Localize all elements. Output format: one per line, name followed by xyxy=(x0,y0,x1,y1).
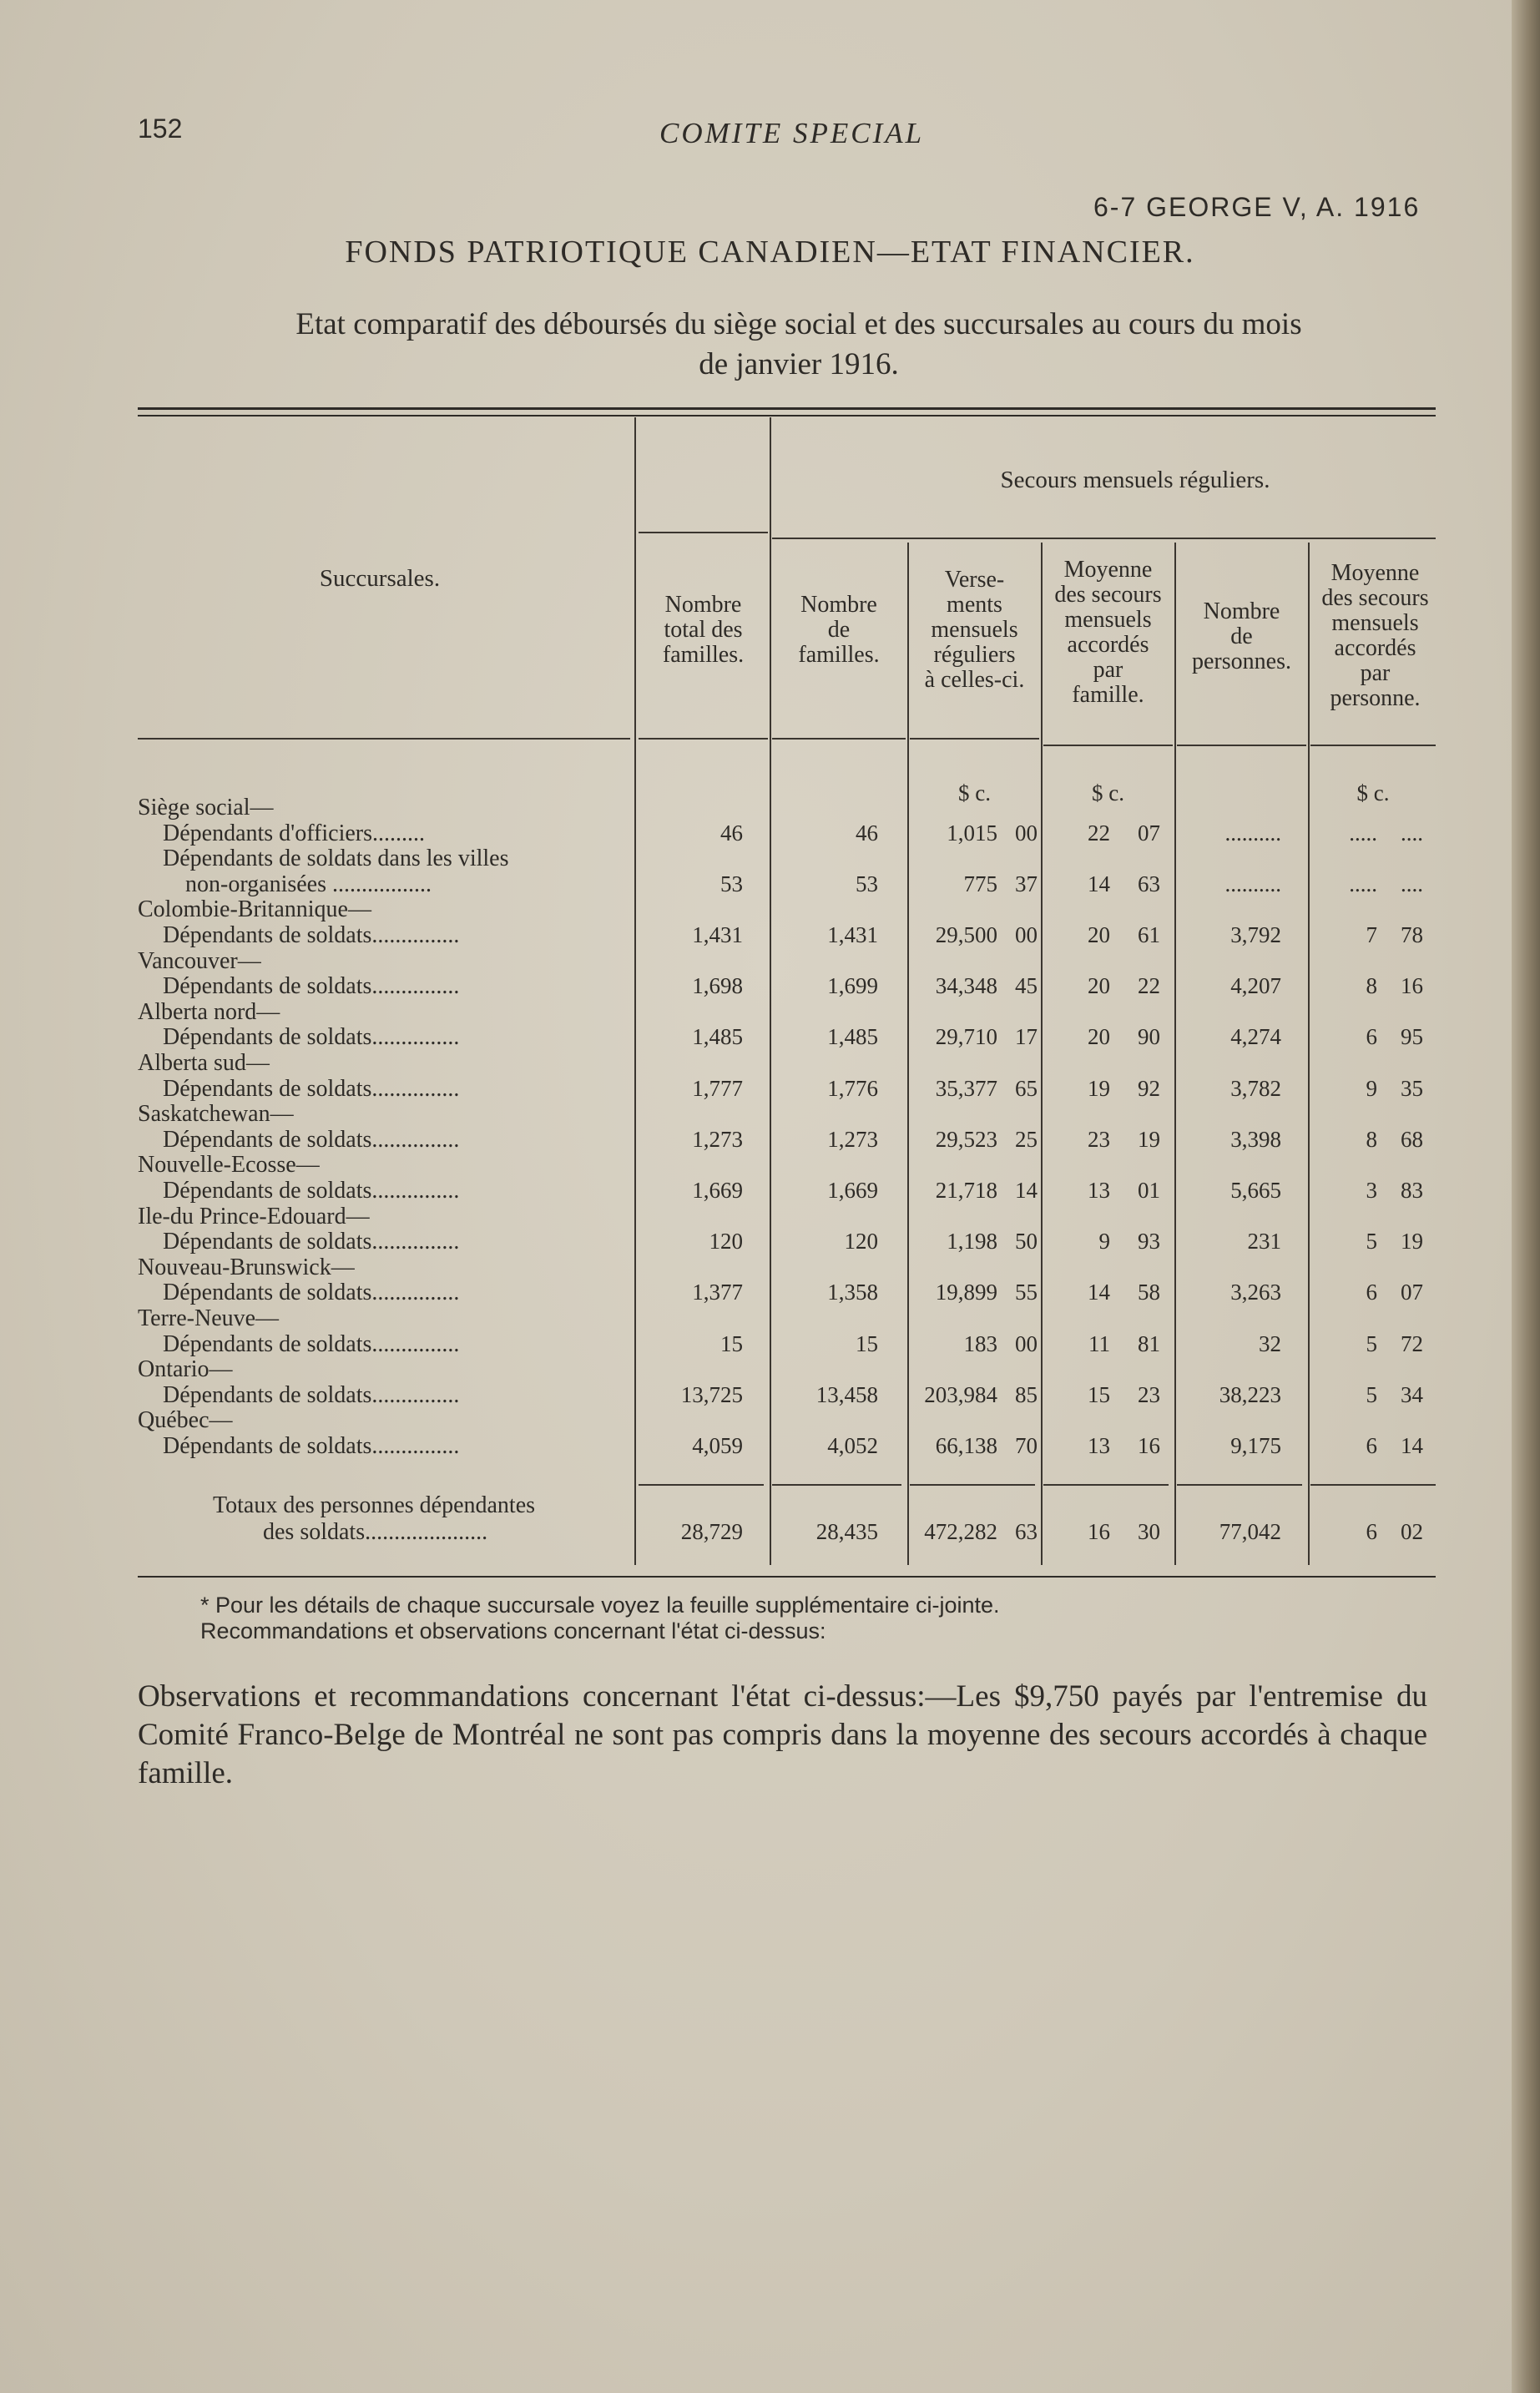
cell-pers: 9,175 xyxy=(1230,1433,1281,1458)
row-label: Nouvelle-Ecosse— xyxy=(138,1152,320,1179)
cell-pers: 3,782 xyxy=(1230,1075,1281,1101)
cell-vc: 70 xyxy=(1015,1433,1038,1458)
group-underline xyxy=(772,538,1436,539)
document-title: FONDS PATRIOTIQUE CANADIEN—ETAT FINANCIER. xyxy=(345,235,1195,270)
cell-vc: 45 xyxy=(1015,973,1038,999)
cell-mfc: 92 xyxy=(1138,1075,1160,1101)
cell-fam: 120 xyxy=(844,1229,878,1255)
cell-mfc: 61 xyxy=(1138,922,1160,947)
col_personnes-line: de xyxy=(1230,623,1253,649)
header-rule xyxy=(772,738,906,740)
header-rule xyxy=(1177,745,1306,746)
col-rule xyxy=(1041,543,1043,1565)
cell-mpc: 35 xyxy=(1401,1075,1423,1101)
subtitle-line-1: Etat comparatif des déboursés du siège social et des succursales au cours du mois xyxy=(295,307,1302,341)
cell-pers: 38,223 xyxy=(1219,1381,1281,1407)
cell-mfd: 20 xyxy=(1088,922,1110,947)
cell-mfd: 13 xyxy=(1088,1178,1110,1203)
col_total_familles-line: total des xyxy=(664,617,743,643)
cell-vd: 775 xyxy=(963,871,997,896)
cell-pers: .......... xyxy=(1224,871,1281,896)
cell-pers: 3,263 xyxy=(1230,1280,1281,1305)
cell-mfd: 19 xyxy=(1088,1075,1110,1101)
bottom-rule xyxy=(138,1576,1436,1578)
cell-fam: 1,669 xyxy=(827,1178,878,1203)
row-label: Dépendants de soldats............... xyxy=(163,1126,460,1153)
cell-pers: 77,042 xyxy=(1219,1519,1281,1544)
col_familles-line: Nombre xyxy=(800,592,877,618)
cell-tot: 1,377 xyxy=(692,1280,743,1305)
cell-vd: 29,523 xyxy=(935,1126,997,1152)
row-label: Dépendants de soldats............... xyxy=(163,1178,460,1204)
col-header-succursales: Succursales. xyxy=(319,565,441,592)
row-label: Vancouver— xyxy=(138,947,261,974)
cell-mpd: 6 xyxy=(1366,1024,1377,1050)
col_familles-line: familles. xyxy=(798,642,880,668)
cell-mpc: 34 xyxy=(1401,1381,1423,1407)
cell-vc: 85 xyxy=(1015,1381,1038,1407)
col_moy_famille-line: famille. xyxy=(1072,682,1144,708)
cell-tot: 1,273 xyxy=(692,1126,743,1152)
col-header-line-a xyxy=(639,532,768,533)
cell-fam: 15 xyxy=(856,1330,878,1356)
cell-vd: 35,377 xyxy=(935,1075,997,1101)
col-rule xyxy=(1308,543,1310,1565)
cell-fam: 1,273 xyxy=(827,1126,878,1152)
row-label: Dépendants de soldats............... xyxy=(163,1229,460,1255)
row-label: Colombie-Britannique— xyxy=(138,896,371,923)
cell-fam: 1,431 xyxy=(827,922,878,947)
cell-fam: 1,699 xyxy=(827,973,878,999)
col-rule xyxy=(770,417,771,1565)
row-label: Dépendants de soldats............... xyxy=(163,1024,460,1051)
cell-mfc: 19 xyxy=(1138,1126,1160,1152)
total-rule xyxy=(1043,1484,1169,1486)
cell-mfd: 13 xyxy=(1088,1433,1110,1458)
row-label: non-organisées ................. xyxy=(185,871,432,897)
cell-mpc: .... xyxy=(1401,820,1423,846)
col_moy_famille-line: des secours xyxy=(1054,582,1162,608)
row-label: Dépendants de soldats dans les villes xyxy=(163,846,509,872)
row-label: Québec— xyxy=(138,1407,233,1434)
cell-tot: 4,059 xyxy=(692,1433,743,1458)
row-label: Dépendants de soldats............... xyxy=(163,1075,460,1102)
cell-mpd: 5 xyxy=(1366,1381,1377,1407)
total-rule xyxy=(1177,1484,1302,1486)
cell-mpc: 16 xyxy=(1401,973,1423,999)
session-label: 6-7 GEORGE V, A. 1916 xyxy=(1093,192,1421,222)
cell-vd: 203,984 xyxy=(924,1381,997,1407)
cell-vd: 1,015 xyxy=(947,820,997,846)
cell-mfc: 63 xyxy=(1138,871,1160,896)
cell-tot: 1,485 xyxy=(692,1024,743,1050)
cell-mpc: 72 xyxy=(1401,1330,1423,1356)
col_familles-line: de xyxy=(827,617,851,643)
col_versements-line: réguliers xyxy=(933,642,1016,668)
cell-fam: 1,358 xyxy=(827,1280,878,1305)
header-rule xyxy=(639,738,768,740)
col_versements-line: mensuels xyxy=(931,617,1018,643)
unit-moyenne-personne: $ c. xyxy=(1356,780,1390,805)
cell-mfc: 07 xyxy=(1138,820,1160,846)
col_moy_famille-line: mensuels xyxy=(1064,607,1152,633)
total-rule xyxy=(639,1484,764,1486)
cell-fam: 46 xyxy=(856,820,878,846)
cell-fam: 1,776 xyxy=(827,1075,878,1101)
col_versements-line: à celles-ci. xyxy=(924,667,1025,693)
row-label: Siège social— xyxy=(138,795,274,820)
cell-fam: 28,435 xyxy=(815,1519,878,1544)
document-subtitle xyxy=(152,305,1446,385)
cell-mfc: 58 xyxy=(1138,1280,1160,1305)
row-label: Dépendants de soldats............... xyxy=(163,1381,460,1408)
cell-mpc: 68 xyxy=(1401,1126,1423,1152)
subtitle-line-2: de janvier 1916. xyxy=(699,347,899,381)
row-label: Alberta nord— xyxy=(138,998,280,1025)
cell-vc: 17 xyxy=(1015,1024,1038,1050)
cell-tot: 1,777 xyxy=(692,1075,743,1101)
col-header-familles xyxy=(772,593,906,668)
col-rule xyxy=(1174,543,1176,1565)
cell-mpd: 5 xyxy=(1366,1330,1377,1356)
cell-tot: 1,669 xyxy=(692,1178,743,1203)
cell-vc: 00 xyxy=(1015,820,1038,846)
row-label: Dépendants d'officiers......... xyxy=(163,820,426,846)
cell-mpc: 19 xyxy=(1401,1229,1423,1255)
cell-mpc: 07 xyxy=(1401,1280,1423,1305)
row-label: Dépendants de soldats............... xyxy=(163,1433,460,1459)
row-label: Alberta sud— xyxy=(138,1050,270,1076)
cell-mfd: 22 xyxy=(1088,820,1110,846)
cell-mpd: 6 xyxy=(1366,1280,1377,1305)
col_versements-line: Verse- xyxy=(944,567,1005,593)
cell-vd: 21,718 xyxy=(935,1178,997,1203)
total-rule xyxy=(772,1484,901,1486)
header-rule xyxy=(910,738,1039,740)
cell-mfd: 20 xyxy=(1088,973,1110,999)
cell-mfd: 11 xyxy=(1088,1330,1110,1356)
cell-mfc: 93 xyxy=(1138,1229,1160,1255)
unit-versements: $ c. xyxy=(958,780,991,805)
cell-fam: 1,485 xyxy=(827,1024,878,1050)
cell-mpc: 14 xyxy=(1401,1433,1423,1458)
cell-pers: 32 xyxy=(1259,1330,1281,1356)
cell-vc: 37 xyxy=(1015,871,1038,896)
cell-mfd: 14 xyxy=(1088,871,1110,896)
cell-mfc: 30 xyxy=(1138,1519,1160,1544)
cell-tot: 1,431 xyxy=(692,922,743,947)
cell-mfc: 23 xyxy=(1138,1381,1160,1407)
col-header-moyenne-famille xyxy=(1043,558,1173,708)
row-label: Ontario— xyxy=(138,1356,233,1383)
header-rule xyxy=(138,738,630,740)
cell-tot: 53 xyxy=(720,871,743,896)
cell-mpd: 6 xyxy=(1366,1519,1377,1544)
cell-vc: 65 xyxy=(1015,1075,1038,1101)
col_moy_personne-line: personne. xyxy=(1330,685,1421,711)
row-label: Dépendants de soldats............... xyxy=(163,1280,460,1306)
col-rule xyxy=(634,417,636,1565)
row-label: Dépendants de soldats............... xyxy=(163,922,460,948)
cell-mpd: ..... xyxy=(1349,871,1377,896)
col_moy_famille-line: Moyenne xyxy=(1063,557,1153,583)
group-header: Secours mensuels réguliers. xyxy=(1000,467,1270,493)
cell-tot: 120 xyxy=(709,1229,743,1255)
cell-mpc: 83 xyxy=(1401,1178,1423,1203)
totals-label: Totaux des personnes dépendantes xyxy=(213,1492,536,1518)
cell-pers: .......... xyxy=(1224,820,1281,846)
col_personnes-line: Nombre xyxy=(1203,598,1280,624)
header-rule xyxy=(1043,745,1173,746)
cell-vd: 1,198 xyxy=(947,1229,997,1255)
cell-vd: 29,710 xyxy=(935,1024,997,1050)
running-head: COMITE SPECIAL xyxy=(659,117,925,149)
row-label: Dépendants de soldats............... xyxy=(163,1330,460,1357)
col-header-versements xyxy=(910,568,1039,693)
cell-mfc: 16 xyxy=(1138,1433,1160,1458)
cell-vc: 55 xyxy=(1015,1280,1038,1305)
cell-mfc: 90 xyxy=(1138,1024,1160,1050)
row-label: Nouveau-Brunswick— xyxy=(138,1254,355,1280)
col_moy_famille-line: par xyxy=(1093,657,1123,683)
cell-mfd: 16 xyxy=(1088,1519,1110,1544)
cell-mfd: 20 xyxy=(1088,1024,1110,1050)
cell-tot: 1,698 xyxy=(692,973,743,999)
cell-mpd: 8 xyxy=(1366,973,1377,999)
cell-mfd: 23 xyxy=(1088,1126,1110,1152)
col_moy_personne-line: accordés xyxy=(1334,635,1416,661)
cell-mpd: 9 xyxy=(1366,1075,1377,1101)
cell-vc: 25 xyxy=(1015,1126,1038,1152)
col_total_familles-line: familles. xyxy=(662,642,745,668)
total-rule xyxy=(1310,1484,1436,1486)
col_moy_personne-line: mensuels xyxy=(1331,610,1419,636)
cell-fam: 13,458 xyxy=(815,1381,878,1407)
cell-mfd: 9 xyxy=(1098,1229,1110,1255)
cell-mpc: 95 xyxy=(1401,1024,1423,1050)
row-label: Saskatchewan— xyxy=(138,1101,294,1128)
cell-tot: 28,729 xyxy=(680,1519,743,1544)
cell-vd: 29,500 xyxy=(935,922,997,947)
col_personnes-line: personnes. xyxy=(1192,649,1291,674)
cell-vd: 183 xyxy=(963,1330,997,1356)
col-header-total-familles xyxy=(639,593,768,668)
cell-vc: 00 xyxy=(1015,1330,1038,1356)
cell-mpd: 5 xyxy=(1366,1229,1377,1255)
col_moy_personne-line: des secours xyxy=(1321,585,1429,611)
cell-mpd: ..... xyxy=(1349,820,1377,846)
cell-vc: 63 xyxy=(1015,1519,1038,1544)
col_moy_personne-line: par xyxy=(1360,660,1391,686)
cell-mfd: 14 xyxy=(1088,1280,1110,1305)
cell-tot: 15 xyxy=(720,1330,743,1356)
cell-mpd: 6 xyxy=(1366,1433,1377,1458)
col-rule xyxy=(907,543,909,1565)
cell-vc: 50 xyxy=(1015,1229,1038,1255)
cell-mpc: 02 xyxy=(1401,1519,1423,1544)
cell-vc: 14 xyxy=(1015,1178,1038,1203)
cell-mpc: .... xyxy=(1401,871,1423,896)
cell-pers: 4,207 xyxy=(1230,973,1281,999)
cell-vd: 19,899 xyxy=(935,1280,997,1305)
cell-tot: 46 xyxy=(720,820,743,846)
page-edge xyxy=(1512,0,1540,2393)
row-label: Dépendants de soldats............... xyxy=(163,973,460,1000)
cell-vd: 66,138 xyxy=(935,1433,997,1458)
col_total_familles-line: Nombre xyxy=(664,592,742,618)
cell-pers: 5,665 xyxy=(1230,1178,1281,1203)
cell-mpd: 7 xyxy=(1366,922,1377,947)
cell-mpd: 8 xyxy=(1366,1126,1377,1152)
cell-vc: 00 xyxy=(1015,922,1038,947)
observations-paragraph: Observations et recommandations concernant l'état ci-dessus:—Les $9,750 payés par l'entremise du Comité Franco-Belge de Montréal ne sont pas compris dans la moyenne des secours accordés à chaque famille. xyxy=(138,1679,1427,1790)
cell-pers: 231 xyxy=(1247,1229,1281,1255)
footnote-2: Recommandations et observations concernant l'état ci-dessus: xyxy=(200,1618,826,1643)
total-rule xyxy=(910,1484,1035,1486)
col_moy_famille-line: accordés xyxy=(1067,632,1149,658)
cell-mfd: 15 xyxy=(1088,1381,1110,1407)
cell-tot: 13,725 xyxy=(680,1381,743,1407)
cell-fam: 4,052 xyxy=(827,1433,878,1458)
col-header-personnes xyxy=(1177,599,1306,674)
header-rule xyxy=(1310,745,1436,746)
page-number: 152 xyxy=(138,114,183,144)
col_versements-line: ments xyxy=(947,592,1002,618)
cell-mpc: 78 xyxy=(1401,922,1423,947)
footnote: * Pour les détails de chaque succursale voyez la feuille supplémentaire ci-jointe. xyxy=(200,1593,1000,1618)
cell-pers: 3,398 xyxy=(1230,1126,1281,1152)
totals-label-2: des soldats..................... xyxy=(263,1519,488,1545)
top-rule xyxy=(138,407,1436,410)
row-label: Terre-Neuve— xyxy=(138,1305,280,1331)
cell-vd: 472,282 xyxy=(924,1519,997,1544)
cell-vd: 34,348 xyxy=(935,973,997,999)
row-label: Ile-du Prince-Edouard— xyxy=(138,1203,370,1229)
cell-mfc: 81 xyxy=(1138,1330,1160,1356)
col-header-moyenne-personne xyxy=(1310,561,1440,711)
cell-mpd: 3 xyxy=(1366,1178,1377,1203)
cell-fam: 53 xyxy=(856,871,878,896)
unit-moyenne-famille: $ c. xyxy=(1092,780,1124,805)
cell-pers: 4,274 xyxy=(1230,1024,1281,1050)
col_moy_personne-line: Moyenne xyxy=(1330,560,1420,586)
top-rule-inner xyxy=(138,415,1436,417)
cell-pers: 3,792 xyxy=(1230,922,1281,947)
cell-mfc: 01 xyxy=(1138,1178,1160,1203)
cell-mfc: 22 xyxy=(1138,973,1160,999)
